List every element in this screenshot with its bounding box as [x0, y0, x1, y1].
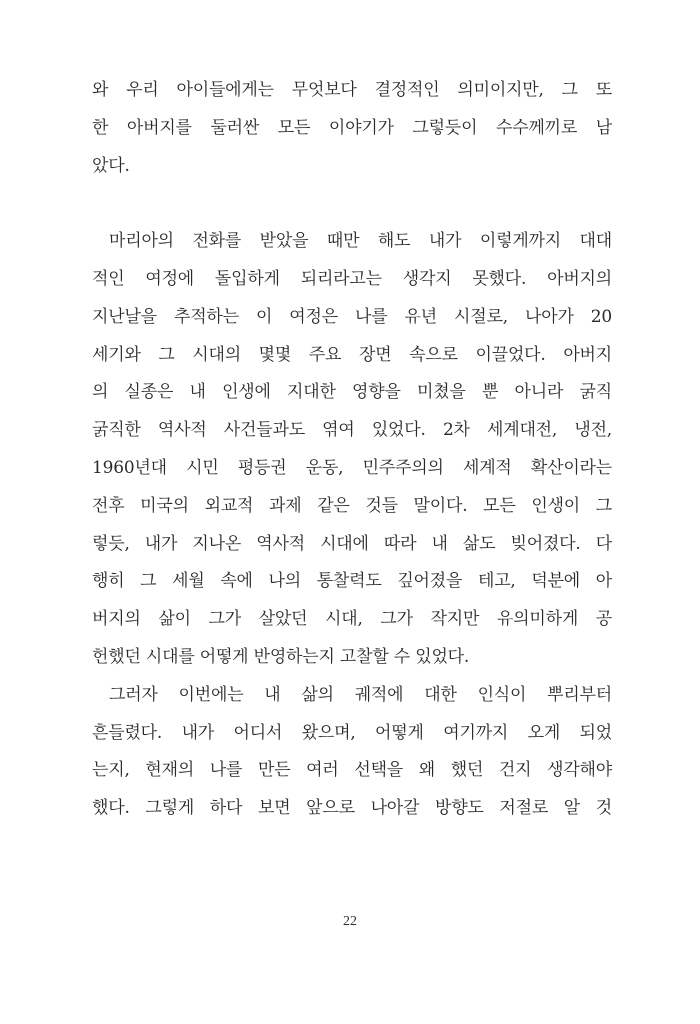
body-text: [92, 78, 612, 834]
page-number: 22: [343, 914, 357, 929]
text-line: 지난날을 추적하는 이 여정은 나를 유년 시절로, 나아가 20: [92, 306, 612, 327]
text-line: 버지의 삶이 그가 살았던 시대, 그가 작지만 유의미하게 공: [92, 609, 612, 630]
text-line: 전후 미국의 외교적 과제 같은 것들 말이다. 모든 인생이 그: [92, 495, 612, 516]
text-line: 굵직한 역사적 사건들과도 엮여 있었다. 2차 세계대전, 냉전,: [92, 420, 612, 441]
text-line: 흔들렸다. 내가 어디서 왔으며, 어떻게 여기까지 오게 되었: [92, 722, 612, 743]
text-line: 와 우리 아이들에게는 무엇보다 결정적인 의미이지만, 그 또: [92, 80, 612, 100]
text-line: 헌했던 시대를 어떻게 반영하는지 고찰할 수 있었다.: [92, 646, 470, 667]
text-line: 았다.: [92, 155, 130, 176]
text-line: 세기와 그 시대의 몇몇 주요 장면 속으로 이끌었다. 아버지: [92, 344, 612, 365]
paragraph-gap: [92, 191, 612, 229]
text-line: 행히 그 세월 속에 나의 통찰력도 깊어졌을 테고, 덕분에 아: [92, 571, 612, 592]
text-line: 는지, 현재의 나를 만든 여러 선택을 왜 했던 건지 생각해야: [92, 760, 612, 781]
text-line: 렇듯, 내가 지나온 역사적 시대에 따라 내 삶도 빚어졌다. 다: [92, 533, 612, 554]
text-line: 했다. 그렇게 하다 보면 앞으로 나아갈 방향도 저절로 알 것: [92, 798, 612, 819]
text-line: 한 아버지를 둘러싼 모든 이야기가 그렇듯이 수수께끼로 남: [92, 117, 612, 138]
text-line: 1960년대 시민 평등권 운동, 민주주의의 세계적 확산이라는: [92, 457, 612, 478]
text-line: 그러자 이번에는 내 삶의 궤적에 대한 인식이 뿌리부터: [109, 684, 612, 705]
text-line: 의 실종은 내 인생에 지대한 영향을 미쳤을 뿐 아니라 굵직: [92, 382, 612, 403]
text-line: 적인 여정에 돌입하게 되리라고는 생각지 못했다. 아버지의: [92, 268, 612, 289]
text-line: 마리아의 전화를 받았을 때만 해도 내가 이렇게까지 대대: [109, 231, 612, 252]
